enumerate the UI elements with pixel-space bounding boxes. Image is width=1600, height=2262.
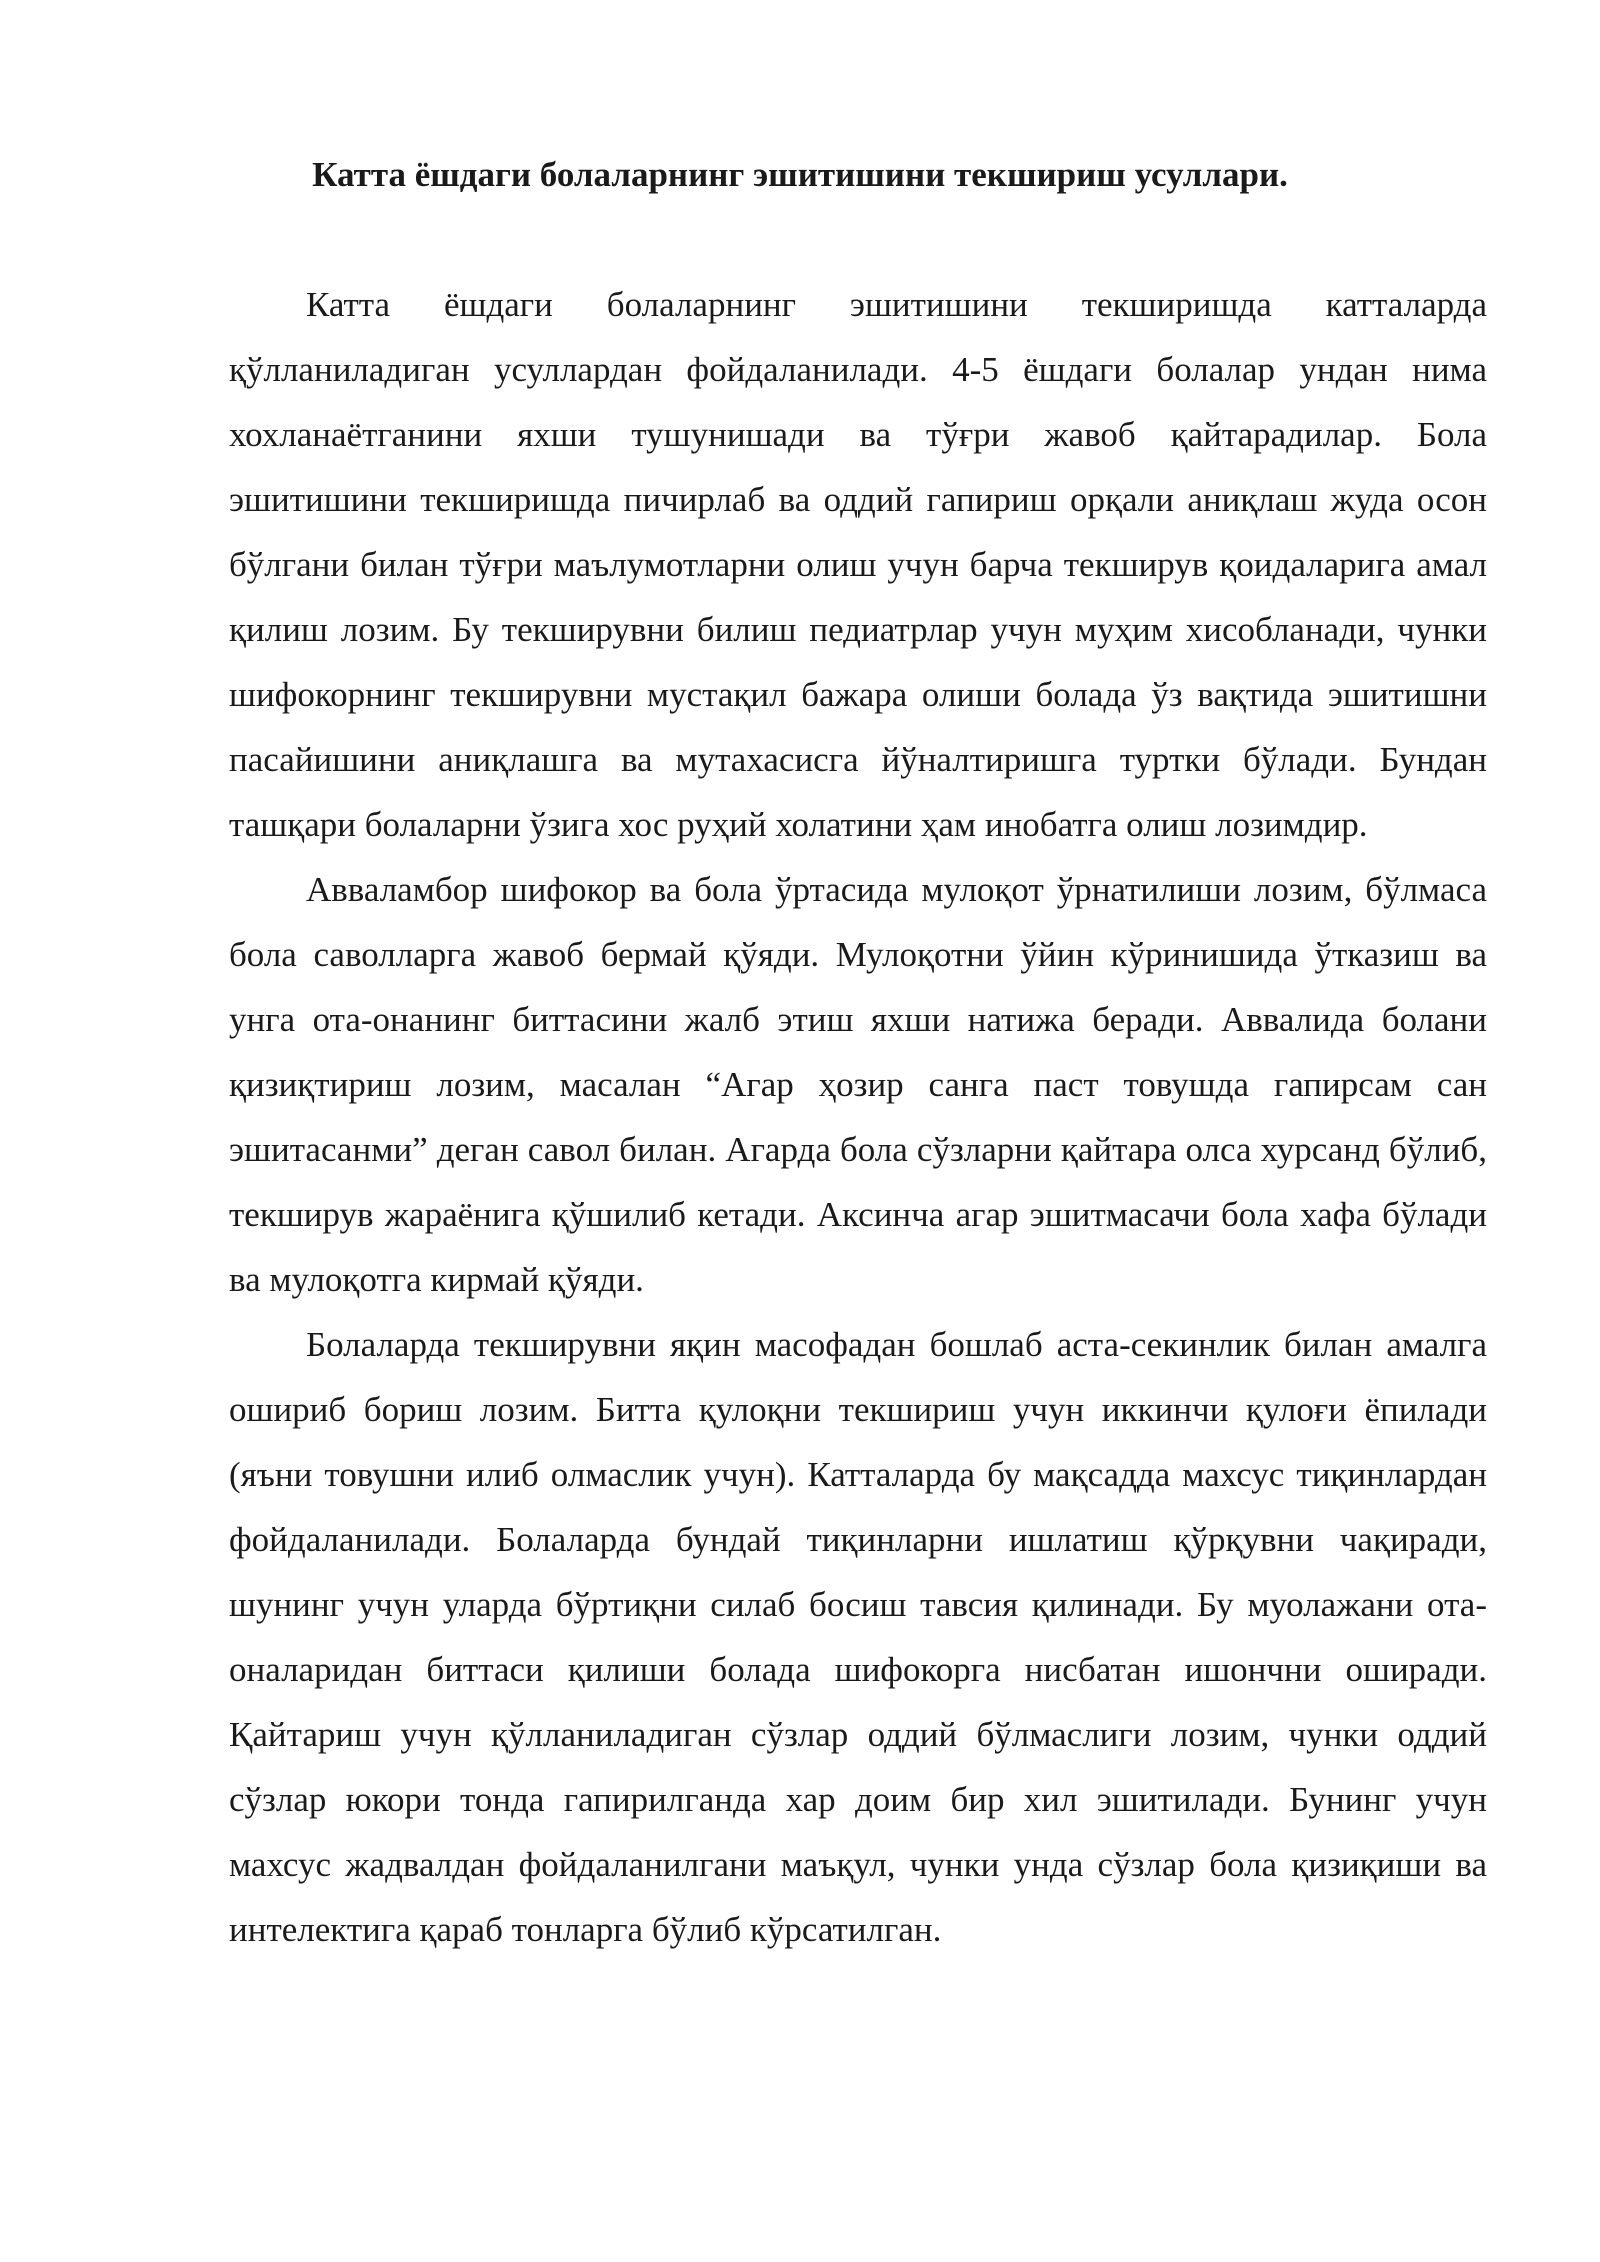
- paragraph-2: Авваламбор шифокор ва бола ўртасида мулоқот ўрнатилиши лозим, бўлмаса бола саволларга жавоб бермай қўяди. Мулоқотни ўйин кўринишида ўтказиш ва унга ота-онанинг биттасини жалб этиш яхши натижа беради. Аввалида болани қизиқтириш лозим, масалан “Агар ҳозир санга паст товушда гапирсам сан эшитасанми” деган савол билан. Агарда бола сўзларни қайтара олса хурсанд бўлиб, текширув жараёнига қўшилиб кетади. Аксинча агар эшитмасачи бола хафа бўлади ва мулоқотга кирмай қўяди.: [229, 870, 1487, 1299]
- paragraph-3: Болаларда текширувни яқин масофадан бошлаб аста-секинлик билан амалга ошириб бориш лозим. Битта қулоқни текшириш учун иккинчи қулоғи ёпилади (яъни товушни илиб олмаслик учун). Катталарда бу мақсадда махсус тиқинлардан фойдаланилади. Болаларда бундай тиқинларни ишлатиш қўрқувни чақиради, шунинг учун уларда бўртиқни силаб босиш тавсия қилинади. Бу муолажани ота-оналаридан биттаси қилиши болада шифокорга нисбатан ишончни оширади. Қайтариш учун қўлланиладиган сўзлар оддий бўлмаслиги лозим, чунки оддий сўзлар юкори тонда гапирилганда хар доим бир хил эшитилади. Бунинг учун махсус жадвалдан фойдаланилгани маъқул, чунки унда сўзлар бола қизиқиши ва интелектига қараб тонларга бўлиб кўрсатилган.: [229, 1325, 1487, 1949]
- paragraph-1: Катта ёшдаги болаларнинг эшитишини текширишда катталарда қўлланиладиган усуллардан фойдаланилади. 4-5 ёшдаги болалар ундан нима хохланаётганини яхши тушунишади ва тўғри жавоб қайтарадилар. Бола эшитишини текширишда пичирлаб ва оддий гапириш орқали аниқлаш жуда осон бўлгани билан тўғри маълумотларни олиш учун барча текширув қоидаларига амал қилиш лозим. Бу текширувни билиш педиатрлар учун муҳим хисобланади, чунки шифокорнинг текширувни мустақил бажара олиши болада ўз вақтида эшитишни пасайишини аниқлашга ва мутахасисга йўналтиришга туртки бўлади. Бундан ташқари болаларни ўзига хос руҳий холатини ҳам инобатга олиш лозимдир.: [229, 285, 1487, 844]
- document-title: Катта ёшдаги болаларнинг эшитишини текшириш усуллари.: [312, 155, 1288, 194]
- document-body: [229, 272, 1487, 1962]
